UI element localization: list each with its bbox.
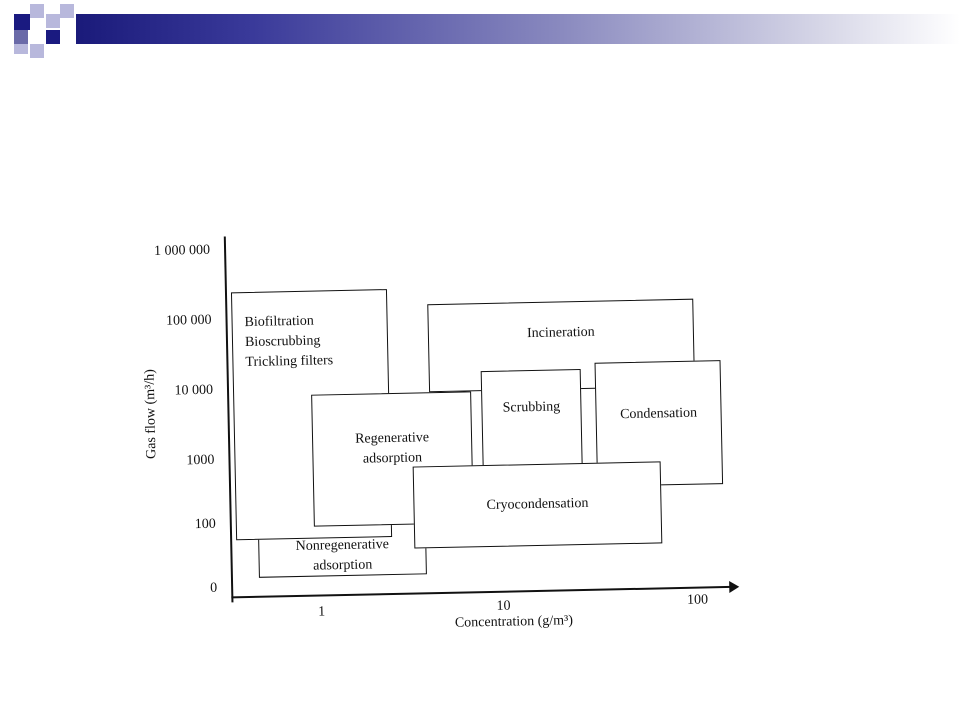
decor-square <box>30 44 44 58</box>
region-label: Scrubbing <box>502 399 561 416</box>
decor-square <box>60 4 74 18</box>
x-axis-arrow <box>729 581 739 593</box>
x-axis-label: Concentration (g/m³) <box>454 613 574 631</box>
technology-selection-diagram <box>110 220 770 650</box>
region-label: adsorption <box>362 450 423 467</box>
header-gradient-bar <box>76 14 960 44</box>
region-scrubbing <box>481 369 583 467</box>
y-tick-label: 0 <box>210 580 218 596</box>
x-tick-label: 100 <box>686 592 709 608</box>
region-label: Cryocondensation <box>486 495 589 514</box>
decor-square <box>14 30 28 44</box>
x-tick-label: 10 <box>496 598 511 614</box>
y-tick-label: 1000 <box>186 452 215 469</box>
y-tick-label: 1 000 000 <box>153 242 211 259</box>
decor-square <box>46 30 60 44</box>
decor-square <box>30 4 44 18</box>
y-tick-label: 100 000 <box>165 312 212 329</box>
x-axis-line <box>231 586 731 598</box>
region-label: adsorption <box>312 557 373 574</box>
region-label: Bioscrubbing <box>244 333 321 351</box>
region-label: Biofiltration <box>244 313 314 331</box>
decor-square <box>14 14 30 30</box>
x-tick-label: 1 <box>318 604 326 620</box>
region-label: Trickling filters <box>245 353 334 371</box>
decor-square <box>46 14 60 28</box>
y-axis-label: Gas flow (m³/h) <box>142 369 160 460</box>
region-label: Incineration <box>526 324 595 342</box>
region-label: Nonregenerative <box>295 537 390 555</box>
region-label: Regenerative <box>354 430 430 447</box>
decor-square <box>14 44 28 54</box>
region-label: Condensation <box>619 405 698 423</box>
y-tick-label: 100 <box>194 516 216 533</box>
region-cryocondensation <box>413 461 663 548</box>
y-tick-label: 10 000 <box>174 382 214 399</box>
